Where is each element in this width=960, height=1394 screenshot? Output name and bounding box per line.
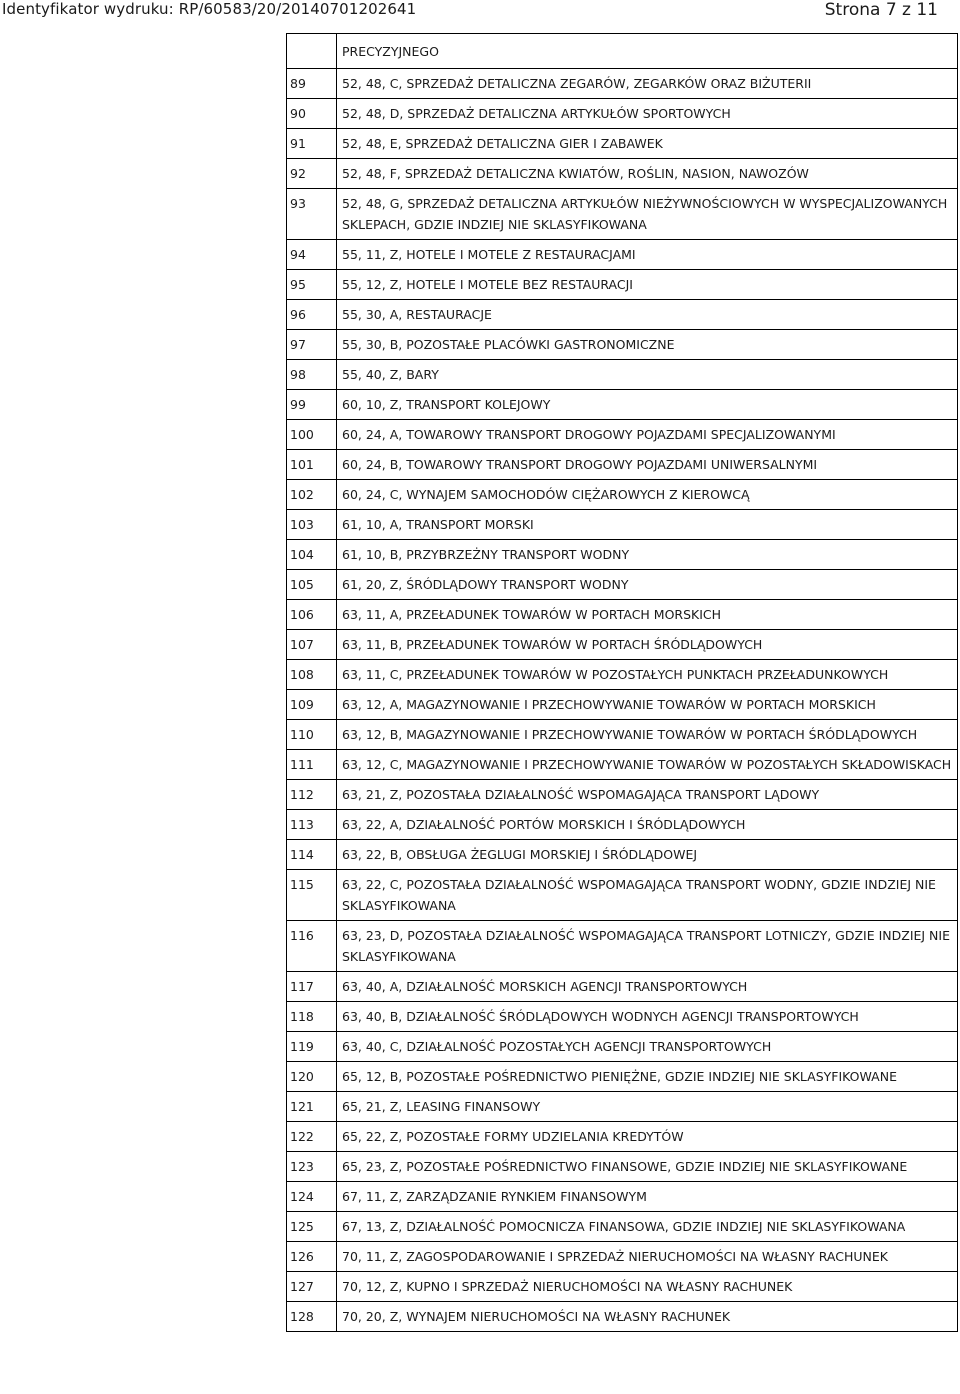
row-text-cell: 60, 24, B, TOWAROWY TRANSPORT DROGOWY POJAZDAMI UNIWERSALNYMI	[337, 450, 958, 480]
table-row	[287, 270, 958, 300]
row-text-cell: 65, 12, B, POZOSTAŁE POŚREDNICTWO PIENIĘŻNE, GDZIE INDZIEJ NIE SKLASYFIKOWANE	[337, 1062, 958, 1092]
table-row	[287, 510, 958, 540]
row-number-cell: 103	[287, 510, 337, 540]
table-row	[287, 1122, 958, 1152]
table-row	[287, 1242, 958, 1272]
row-text-cell: 60, 24, A, TOWAROWY TRANSPORT DROGOWY POJAZDAMI SPECJALIZOWANYMI	[337, 420, 958, 450]
row-text-cell: 52, 48, C, SPRZEDAŻ DETALICZNA ZEGARÓW, ZEGARKÓW ORAZ BIŻUTERII	[337, 69, 958, 99]
row-number-cell	[287, 34, 337, 69]
row-text-cell: 65, 22, Z, POZOSTAŁE FORMY UDZIELANIA KREDYTÓW	[337, 1122, 958, 1152]
row-number-cell: 111	[287, 750, 337, 780]
table-row	[287, 1032, 958, 1062]
row-text-cell: 63, 22, C, POZOSTAŁA DZIAŁALNOŚĆ WSPOMAGAJĄCA TRANSPORT WODNY, GDZIE INDZIEJ NIE SKLASYFIKOWANA	[337, 870, 958, 921]
row-text-cell: 63, 40, A, DZIAŁALNOŚĆ MORSKICH AGENCJI TRANSPORTOWYCH	[337, 972, 958, 1002]
pkd-table	[286, 33, 958, 1332]
row-text-cell: 60, 10, Z, TRANSPORT KOLEJOWY	[337, 390, 958, 420]
row-text-cell: 55, 30, B, POZOSTAŁE PLACÓWKI GASTRONOMICZNE	[337, 330, 958, 360]
table-row	[287, 1092, 958, 1122]
table-row	[287, 1302, 958, 1332]
table-row	[287, 240, 958, 270]
row-number-cell: 125	[287, 1212, 337, 1242]
pkd-table-container	[286, 33, 958, 1332]
table-row	[287, 1152, 958, 1182]
row-number-cell: 105	[287, 570, 337, 600]
table-row	[287, 159, 958, 189]
pkd-table-body	[287, 34, 958, 1332]
row-number-cell: 120	[287, 1062, 337, 1092]
row-number-cell: 123	[287, 1152, 337, 1182]
page-number: Strona 7 z 11	[824, 0, 938, 20]
row-text-cell: 63, 40, C, DZIAŁALNOŚĆ POZOSTAŁYCH AGENCJI TRANSPORTOWYCH	[337, 1032, 958, 1062]
table-row	[287, 972, 958, 1002]
row-number-cell: 100	[287, 420, 337, 450]
row-number-cell: 109	[287, 690, 337, 720]
table-row-continuation	[287, 34, 958, 69]
row-number-cell: 89	[287, 69, 337, 99]
table-row	[287, 540, 958, 570]
row-text-cell: 61, 20, Z, ŚRÓDLĄDOWY TRANSPORT WODNY	[337, 570, 958, 600]
table-row	[287, 690, 958, 720]
row-number-cell: 97	[287, 330, 337, 360]
table-row	[287, 1182, 958, 1212]
row-number-cell: 127	[287, 1272, 337, 1302]
row-text-cell: 63, 22, B, OBSŁUGA ŻEGLUGI MORSKIEJ I ŚRÓDLĄDOWEJ	[337, 840, 958, 870]
row-text-cell: 63, 12, B, MAGAZYNOWANIE I PRZECHOWYWANIE TOWARÓW W PORTACH ŚRÓDLĄDOWYCH	[337, 720, 958, 750]
row-number-cell: 104	[287, 540, 337, 570]
table-row	[287, 570, 958, 600]
row-text-cell: 61, 10, A, TRANSPORT MORSKI	[337, 510, 958, 540]
print-identifier: Identyfikator wydruku: RP/60583/20/20140701202641	[2, 0, 417, 18]
table-row	[287, 99, 958, 129]
table-row	[287, 69, 958, 99]
row-text-cell: 55, 11, Z, HOTELE I MOTELE Z RESTAURACJAMI	[337, 240, 958, 270]
row-text-cell: 63, 12, A, MAGAZYNOWANIE I PRZECHOWYWANIE TOWARÓW W PORTACH MORSKICH	[337, 690, 958, 720]
table-row	[287, 1272, 958, 1302]
row-number-cell: 126	[287, 1242, 337, 1272]
row-text-cell: 65, 21, Z, LEASING FINANSOWY	[337, 1092, 958, 1122]
row-number-cell: 95	[287, 270, 337, 300]
row-text-cell: 65, 23, Z, POZOSTAŁE POŚREDNICTWO FINANSOWE, GDZIE INDZIEJ NIE SKLASYFIKOWANE	[337, 1152, 958, 1182]
row-number-cell: 108	[287, 660, 337, 690]
row-number-cell: 112	[287, 780, 337, 810]
row-text-cell: 70, 20, Z, WYNAJEM NIERUCHOMOŚCI NA WŁASNY RACHUNEK	[337, 1302, 958, 1332]
table-row	[287, 1062, 958, 1092]
row-number-cell: 94	[287, 240, 337, 270]
row-number-cell: 116	[287, 921, 337, 972]
row-number-cell: 107	[287, 630, 337, 660]
row-number-cell: 113	[287, 810, 337, 840]
table-row	[287, 870, 958, 921]
row-text-cell: 52, 48, E, SPRZEDAŻ DETALICZNA GIER I ZABAWEK	[337, 129, 958, 159]
row-number-cell: 122	[287, 1122, 337, 1152]
table-row	[287, 780, 958, 810]
table-row	[287, 921, 958, 972]
row-number-cell: 98	[287, 360, 337, 390]
row-number-cell: 115	[287, 870, 337, 921]
row-text-cell: 63, 40, B, DZIAŁALNOŚĆ ŚRÓDLĄDOWYCH WODNYCH AGENCJI TRANSPORTOWYCH	[337, 1002, 958, 1032]
table-row	[287, 660, 958, 690]
row-text-cell: PRECYZYJNEGO	[337, 34, 958, 69]
table-row	[287, 129, 958, 159]
row-number-cell: 106	[287, 600, 337, 630]
row-text-cell: 55, 12, Z, HOTELE I MOTELE BEZ RESTAURACJI	[337, 270, 958, 300]
row-text-cell: 67, 13, Z, DZIAŁALNOŚĆ POMOCNICZA FINANSOWA, GDZIE INDZIEJ NIE SKLASYFIKOWANA	[337, 1212, 958, 1242]
row-number-cell: 96	[287, 300, 337, 330]
table-row	[287, 420, 958, 450]
row-text-cell: 63, 11, C, PRZEŁADUNEK TOWARÓW W POZOSTAŁYCH PUNKTACH PRZEŁADUNKOWYCH	[337, 660, 958, 690]
row-text-cell: 55, 30, A, RESTAURACJE	[337, 300, 958, 330]
table-row	[287, 330, 958, 360]
table-row	[287, 300, 958, 330]
row-text-cell: 52, 48, D, SPRZEDAŻ DETALICZNA ARTYKUŁÓW SPORTOWYCH	[337, 99, 958, 129]
row-text-cell: 63, 12, C, MAGAZYNOWANIE I PRZECHOWYWANIE TOWARÓW W POZOSTAŁYCH SKŁADOWISKACH	[337, 750, 958, 780]
row-text-cell: 63, 21, Z, POZOSTAŁA DZIAŁALNOŚĆ WSPOMAGAJĄCA TRANSPORT LĄDOWY	[337, 780, 958, 810]
row-text-cell: 52, 48, G, SPRZEDAŻ DETALICZNA ARTYKUŁÓW NIEŻYWNOŚCIOWYCH W WYSPECJALIZOWANYCH SKLEPACH, GDZIE INDZIEJ NIE SKLASYFIKOWANA	[337, 189, 958, 240]
table-row	[287, 450, 958, 480]
row-text-cell: 63, 11, A, PRZEŁADUNEK TOWARÓW W PORTACH MORSKICH	[337, 600, 958, 630]
table-row	[287, 1212, 958, 1242]
row-number-cell: 110	[287, 720, 337, 750]
row-number-cell: 124	[287, 1182, 337, 1212]
row-number-cell: 101	[287, 450, 337, 480]
row-text-cell: 55, 40, Z, BARY	[337, 360, 958, 390]
table-row	[287, 840, 958, 870]
row-number-cell: 91	[287, 129, 337, 159]
row-text-cell: 61, 10, B, PRZYBRZEŻNY TRANSPORT WODNY	[337, 540, 958, 570]
row-text-cell: 67, 11, Z, ZARZĄDZANIE RYNKIEM FINANSOWYM	[337, 1182, 958, 1212]
row-text-cell: 70, 12, Z, KUPNO I SPRZEDAŻ NIERUCHOMOŚCI NA WŁASNY RACHUNEK	[337, 1272, 958, 1302]
row-number-cell: 93	[287, 189, 337, 240]
row-text-cell: 63, 23, D, POZOSTAŁA DZIAŁALNOŚĆ WSPOMAGAJĄCA TRANSPORT LOTNICZY, GDZIE INDZIEJ NIE SKLASYFIKOWANA	[337, 921, 958, 972]
table-row	[287, 390, 958, 420]
table-row	[287, 189, 958, 240]
print-header	[0, 0, 960, 22]
row-number-cell: 92	[287, 159, 337, 189]
row-number-cell: 102	[287, 480, 337, 510]
row-number-cell: 90	[287, 99, 337, 129]
row-number-cell: 99	[287, 390, 337, 420]
row-text-cell: 60, 24, C, WYNAJEM SAMOCHODÓW CIĘŻAROWYCH Z KIEROWCĄ	[337, 480, 958, 510]
table-row	[287, 360, 958, 390]
row-number-cell: 117	[287, 972, 337, 1002]
row-number-cell: 121	[287, 1092, 337, 1122]
row-text-cell: 70, 11, Z, ZAGOSPODAROWANIE I SPRZEDAŻ NIERUCHOMOŚCI NA WŁASNY RACHUNEK	[337, 1242, 958, 1272]
table-row	[287, 750, 958, 780]
table-row	[287, 480, 958, 510]
table-row	[287, 1002, 958, 1032]
row-text-cell: 63, 11, B, PRZEŁADUNEK TOWARÓW W PORTACH ŚRÓDLĄDOWYCH	[337, 630, 958, 660]
row-number-cell: 114	[287, 840, 337, 870]
table-row	[287, 720, 958, 750]
table-row	[287, 600, 958, 630]
row-number-cell: 128	[287, 1302, 337, 1332]
table-row	[287, 810, 958, 840]
row-text-cell: 52, 48, F, SPRZEDAŻ DETALICZNA KWIATÓW, ROŚLIN, NASION, NAWOZÓW	[337, 159, 958, 189]
row-text-cell: 63, 22, A, DZIAŁALNOŚĆ PORTÓW MORSKICH I ŚRÓDLĄDOWYCH	[337, 810, 958, 840]
table-row	[287, 630, 958, 660]
row-number-cell: 118	[287, 1002, 337, 1032]
row-number-cell: 119	[287, 1032, 337, 1062]
